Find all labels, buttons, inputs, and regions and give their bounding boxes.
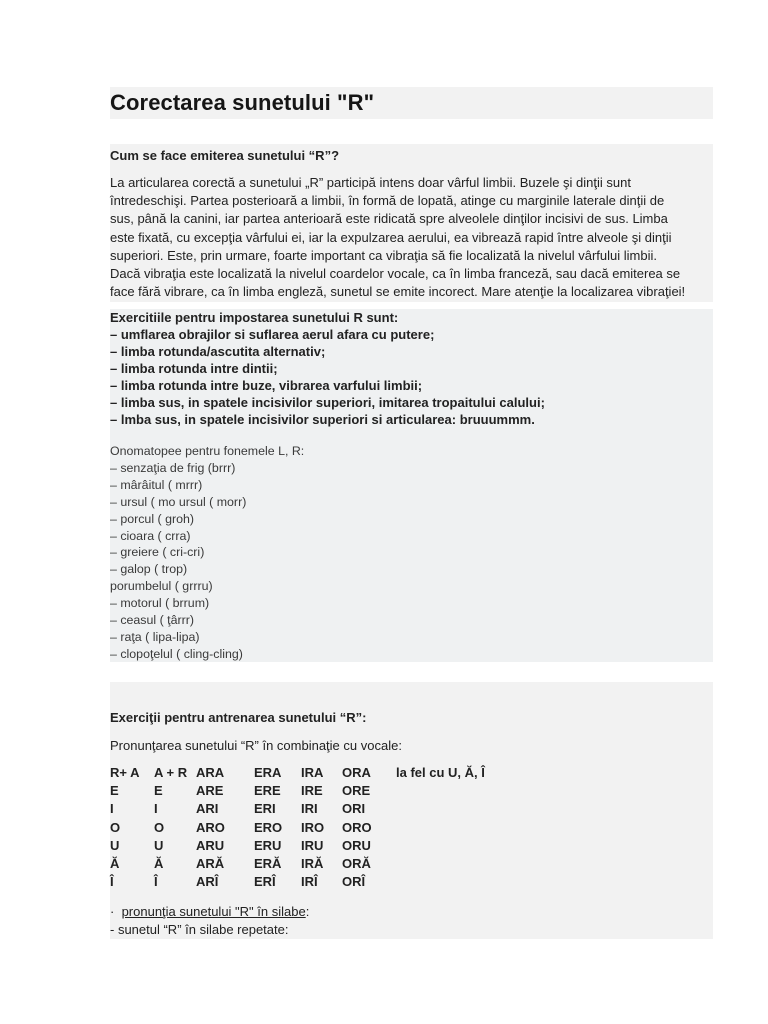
table-cell: E <box>154 783 163 799</box>
paragraph-line: face fără vibrare, ca în limba engleză, sunetul se emite incorect. Mare atenţie la localizarea vibraţiei! <box>110 284 686 300</box>
onomatopoeia-item: – senzaţia de frig (brrr) <box>110 460 236 475</box>
table-cell: ARO <box>196 819 225 835</box>
table-cell: ORA <box>342 765 371 780</box>
paragraph-line: La articularea corectă a sunetului „R” participă intens doar vârful limbii. Buzele şi dinţii sunt <box>110 175 631 190</box>
table-cell: ORU <box>342 837 371 853</box>
table-cell <box>396 819 485 837</box>
onomatopoeia-item: – raţa ( lipa-lipa) <box>110 629 200 644</box>
paragraph-line: întredeschişi. Partea posterioară a limbii, în formă de lopată, atinge cu marginile laterale dinţii de <box>110 193 665 209</box>
table-cell <box>396 873 485 891</box>
repeated-syllables-line: - sunetul “R” în silabe repetate: <box>110 922 289 937</box>
table-cell: U <box>154 837 164 853</box>
exercise-item: – limba rotunda intre buze, vibrarea varfului limbii; <box>110 378 423 393</box>
table-cell: IRO <box>301 819 325 835</box>
exercise-item: – limba rotunda/ascutita alternativ; <box>110 344 326 359</box>
onomatopoeia-item: – clopoţelul ( cling-cling) <box>110 646 243 661</box>
table-cell: R+ A <box>110 765 140 780</box>
paragraph-line: superiori. Este, prin urmare, foarte important ca vibraţia să fie localizată la nivelul vârfului limbii. <box>110 247 657 263</box>
page-title: Corectarea sunetului "R" <box>110 90 375 115</box>
table-cell: I <box>154 801 158 817</box>
bullet-suffix: : <box>305 904 310 919</box>
table-cell: U <box>110 837 120 853</box>
onomatopoeia-item: – galop ( trop) <box>110 562 188 577</box>
table-cell: IRA <box>301 765 324 780</box>
onomatopoeia-item: – porcul ( groh) <box>110 511 195 526</box>
table-cell: ARA <box>196 765 225 780</box>
table-cell: I <box>110 801 114 817</box>
table-cell <box>396 855 485 873</box>
table-cell: ARE <box>196 783 224 799</box>
table-cell: IRÎ <box>301 874 318 890</box>
table-cell: ARI <box>196 801 219 817</box>
table-cell: ARĂ <box>196 856 225 872</box>
table-cell: ORI <box>342 801 366 817</box>
table-cell: ORĂ <box>342 856 371 872</box>
table-cell <box>396 800 485 818</box>
table-cell: IRĂ <box>301 856 324 872</box>
onomatopoeia-item: – cioara ( crra) <box>110 528 191 543</box>
onomatopoeia-item: – ursul ( mo ursul ( morr) <box>110 494 247 509</box>
onomatopoeia-item: Onomatopee pentru fonemele L, R: <box>110 444 305 458</box>
paragraph-line: este fixată, cu excepţia vârfului ei, iar la expulzarea aerului, ea vibrează rapid între alveole şi dinţii <box>110 229 672 245</box>
exercise-item: – limba sus, in spatele incisivilor superiori, imitarea tropaitului calului; <box>110 395 545 410</box>
exercise-item: – umflarea obrajilor si suflarea aerul afara cu putere; <box>110 327 435 342</box>
table-cell: E <box>110 783 119 799</box>
table-cell: IRE <box>301 783 323 799</box>
syllable-bullet <box>110 903 309 921</box>
table-cell: A + R <box>154 765 188 780</box>
table-cell: ERÎ <box>254 874 276 890</box>
table-cell: ORE <box>342 783 371 799</box>
syllable-pronunciation-link[interactable]: pronunţia sunetului "R" în silabe <box>121 904 306 919</box>
table-cell: Î <box>110 874 114 890</box>
section1-paragraph <box>110 174 713 301</box>
table-cell: O <box>110 819 121 835</box>
onomatopoeia-item: – ceasul ( ţârrr) <box>110 613 194 628</box>
section-how-to-emit <box>110 144 713 302</box>
table-cell: ERE <box>254 783 281 799</box>
table-cell: O <box>154 819 165 835</box>
bullet-marker: · <box>110 904 115 919</box>
table-cell: ORO <box>342 819 372 835</box>
table-cell: IRI <box>301 801 318 817</box>
table-cell: ERI <box>254 801 276 817</box>
title-block <box>110 87 713 119</box>
table-cell <box>396 782 485 800</box>
section3-heading: Exerciţii pentru antrenarea sunetului “R”: <box>110 710 367 725</box>
table-cell: IRU <box>301 837 324 853</box>
table-cell: Ă <box>154 856 164 872</box>
onomatopoeia-list <box>110 443 304 663</box>
paragraph-line: Dacă vibraţia este localizată la nivelul coardelor vocale, ca în limba franceză, sau dacă emiterea se <box>110 266 681 282</box>
exercise-item: – limba rotunda intre dintii; <box>110 361 278 376</box>
table-cell: ERĂ <box>254 856 282 872</box>
table-cell: Ă <box>110 856 120 872</box>
onomatopoeia-item: – greiere ( cri-cri) <box>110 545 205 560</box>
table-cell: la fel cu U, Ă, Î <box>396 765 485 780</box>
exercise-item: Exercitiile pentru impostarea sunetului R sunt: <box>110 310 399 325</box>
onomatopoeia-item: porumbelul ( grrru) <box>110 579 213 594</box>
table-cell: ARU <box>196 837 225 853</box>
table-cell: ORÎ <box>342 874 366 890</box>
section3-intro: Pronunţarea sunetului “R” în combinaţie cu vocale: <box>110 738 402 753</box>
section-exercises <box>110 309 713 662</box>
vowel-combination-table <box>110 764 485 891</box>
table-cell <box>396 837 485 855</box>
exercises-list <box>110 309 545 428</box>
onomatopoeia-item: – mârâitul ( mrrr) <box>110 477 203 492</box>
section-training <box>110 682 713 939</box>
table-cell: Î <box>154 874 158 890</box>
table-cell: ERU <box>254 837 282 853</box>
exercise-item: – lmba sus, in spatele incisivilor superiori si articularea: bruuummm. <box>110 412 535 427</box>
paragraph-line: sus, până la canini, iar partea anterioară este ridicată spre alveolele dinţilor incisivi de sus. Limba <box>110 211 668 227</box>
table-cell: ERO <box>254 819 283 835</box>
table-cell: ARÎ <box>196 874 219 890</box>
table-cell: ERA <box>254 765 282 780</box>
section1-heading: Cum se face emiterea sunetului “R”? <box>110 148 340 163</box>
onomatopoeia-item: – motorul ( brrum) <box>110 596 210 611</box>
